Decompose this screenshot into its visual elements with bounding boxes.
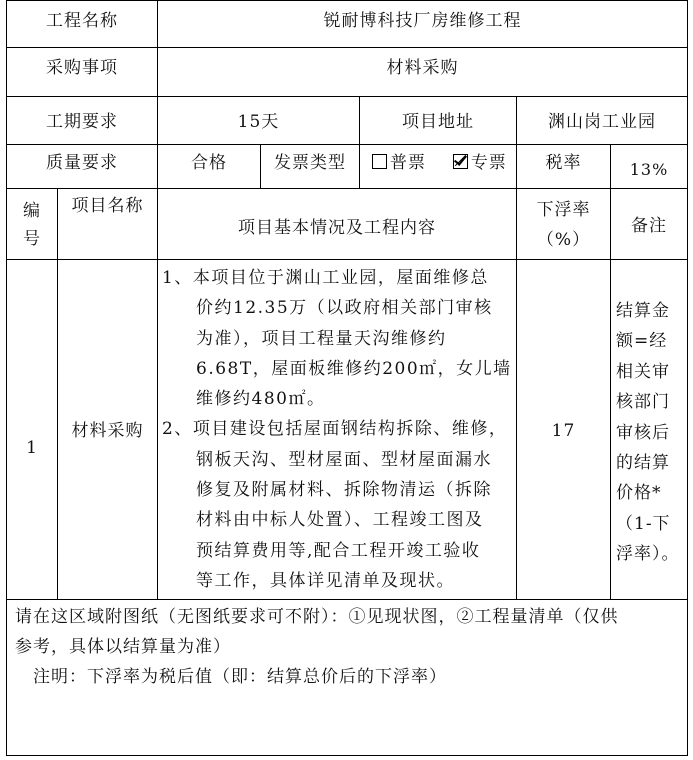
footer-line-3: 注明：下浮率为税后值（即：结算总价后的下浮率）: [33, 667, 447, 687]
header-project-name: 项目名称: [71, 196, 144, 216]
footer-line-1: 请在这区域附图纸（无图纸要求可不附）：①见现状图，②工程量清单（仅供: [15, 607, 619, 627]
tax-rate-value: 13%: [629, 160, 669, 179]
footer-notes: [15, 602, 619, 692]
procurement-label: 采购事项: [46, 58, 118, 78]
quality-label: 质量要求: [46, 153, 118, 173]
item-remark: [616, 296, 680, 570]
content-line: 2、项目建设包括屋面钢结构拆除、维修，: [162, 419, 508, 440]
project-name-label: 工程名称: [46, 11, 118, 31]
content-line: 维修约480㎡。: [196, 389, 326, 410]
content-line: 修复及附属材料、拆除物清运（拆除: [196, 480, 492, 501]
option-special-invoice-label: 专票: [470, 153, 507, 173]
header-rate-line1: 下浮率: [536, 200, 591, 220]
content-line: 6.68T，屋面板维修约200㎡，女儿墙: [196, 358, 512, 379]
item-no: 1: [26, 438, 38, 458]
project-name-value: 锐耐博科技厂房维修工程: [323, 11, 522, 31]
header-no-line2: 号: [23, 229, 41, 249]
remark-line: 的结算: [616, 453, 670, 474]
content-line: 价约12.35万（以政府相关部门审核: [196, 298, 493, 319]
remark-line: 审核后: [616, 422, 670, 443]
content-line: 材料由中标人处置）、工程竣工图及: [196, 510, 484, 531]
header-content: 项目基本情况及工程内容: [238, 218, 436, 238]
checkbox-special-invoice[interactable]: [453, 154, 468, 169]
item-name: 材料采购: [71, 421, 144, 441]
header-rate-line2: （%）: [536, 230, 591, 250]
remark-line: 价格*: [616, 483, 662, 504]
content-line: 为准），项目工程量天沟维修约: [196, 328, 447, 349]
content-line: 预结算费用等,配合工程开竣工验收: [196, 540, 481, 561]
content-line: 等工作，具体详见清单及现状。: [196, 570, 455, 591]
checkbox-plain-invoice[interactable]: [372, 154, 387, 169]
invoice-type-label: 发票类型: [274, 153, 346, 173]
quality-value: 合格: [191, 153, 227, 173]
item-rate: 17: [551, 421, 576, 441]
invoice-options: [372, 153, 507, 173]
footer-line-2: 参考，具体以结算量为准）: [15, 637, 231, 657]
tax-rate-label: 税率: [545, 153, 582, 173]
header-no: [6, 197, 58, 253]
header-no-line1: 编: [23, 201, 41, 221]
remark-line: 相关审: [616, 361, 670, 382]
remark-line: 核部门: [616, 392, 670, 413]
cell-item-no: [6, 259, 58, 600]
duration-label: 工期要求: [46, 112, 118, 132]
procurement-value: 材料采购: [386, 58, 459, 78]
address-label: 项目地址: [402, 112, 474, 132]
header-remark: 备注: [631, 216, 667, 236]
content-line: 1、本项目位于渊山工业园，屋面维修总: [162, 268, 489, 288]
item-content: [162, 263, 512, 596]
remark-line: 结算金: [616, 301, 670, 321]
remark-line: 额=经: [616, 331, 668, 352]
option-plain-invoice-label: 普票: [390, 153, 426, 173]
remark-line: （1-下: [616, 513, 671, 534]
address-value: 渊山岗工业园: [548, 112, 656, 132]
duration-value: 15天: [237, 112, 280, 132]
remark-line: 浮率）。: [616, 544, 680, 565]
header-rate: [516, 195, 611, 255]
content-line: 钢板天沟、型材屋面、型材屋面漏水: [196, 449, 492, 470]
